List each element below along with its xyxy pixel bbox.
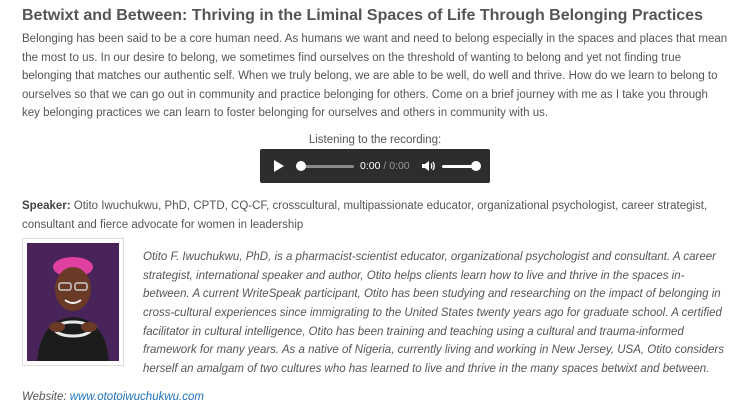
speaker-description: Otito Iwuchukwu, PhD, CPTD, CQ-CF, crosscultural, multipassionate educator, organizational psychologist, career strategist, consultant and fierce advocate for women in leadership [22,199,708,231]
website-link[interactable]: www.ototoiwuchukwu.com [69,391,204,403]
time-separator: / [383,159,387,172]
play-icon[interactable] [274,160,284,172]
speaker-bio: Otito F. Iwuchukwu, PhD, is a pharmacist-scientist educator, organizational psychologist and consultant. A career strategist, international speaker and author, Otito helps clients learn how to live and thrive in the spaces in-between. A current WriteSpeak participant, Otito has been studying and researching on the impact of belonging in cross-cultural experiences since immigrating to the United States twenty years ago for graduate school. A certified facilitator in cultural intelligence, Otito has been training and teaching using a cultural and trauma-informed framework for many years. As a native of Nigeria, currently living and working in New Jersey, USA, Otito considers herself an amalgam of two cultures who has learned to live and thrive in the many spaces betwixt and between. [143,251,724,375]
speaker-bio-row [22,238,728,374]
speaker-photo [22,238,124,366]
intro-paragraph: Belonging has been said to be a core human need. As humans we want and need to belong especially in the spaces and places that mean the most to us. In our desire to belong, we sometimes find ourselves on the threshold of wanting to belong and yet not finding true belonging that matches our authentic self. When we truly belong, we are able to be well, do well and thrive. How do we learn to belong to ourselves so that we can go out in community and practice belonging for others. Come on a brief journey with me as I take you through key belonging practices we can learn to foster belonging for ourselves and others in community with us. [22,33,728,120]
event-content [22,6,728,403]
speaker-label: Speaker: [22,199,71,212]
website-label: Website: [22,391,67,403]
volume-icon[interactable] [421,159,435,178]
duration-time: 0:00 [389,159,410,172]
volume-handle[interactable] [471,161,481,171]
recording-label: Listening to the recording: [308,133,442,146]
speaker-portrait-image [27,243,119,361]
recording-section [22,133,728,188]
page-title: Betwixt and Between: Thriving in the Liminal Spaces of Life Through Belonging Practices [22,7,703,24]
website-line [22,391,204,403]
audio-player[interactable] [260,149,490,183]
volume-slider[interactable] [442,165,476,168]
current-time: 0:00 [360,159,381,172]
time-display [360,159,410,173]
seek-handle[interactable] [296,161,306,171]
seek-bar[interactable] [300,165,354,168]
speaker-info [22,197,728,234]
